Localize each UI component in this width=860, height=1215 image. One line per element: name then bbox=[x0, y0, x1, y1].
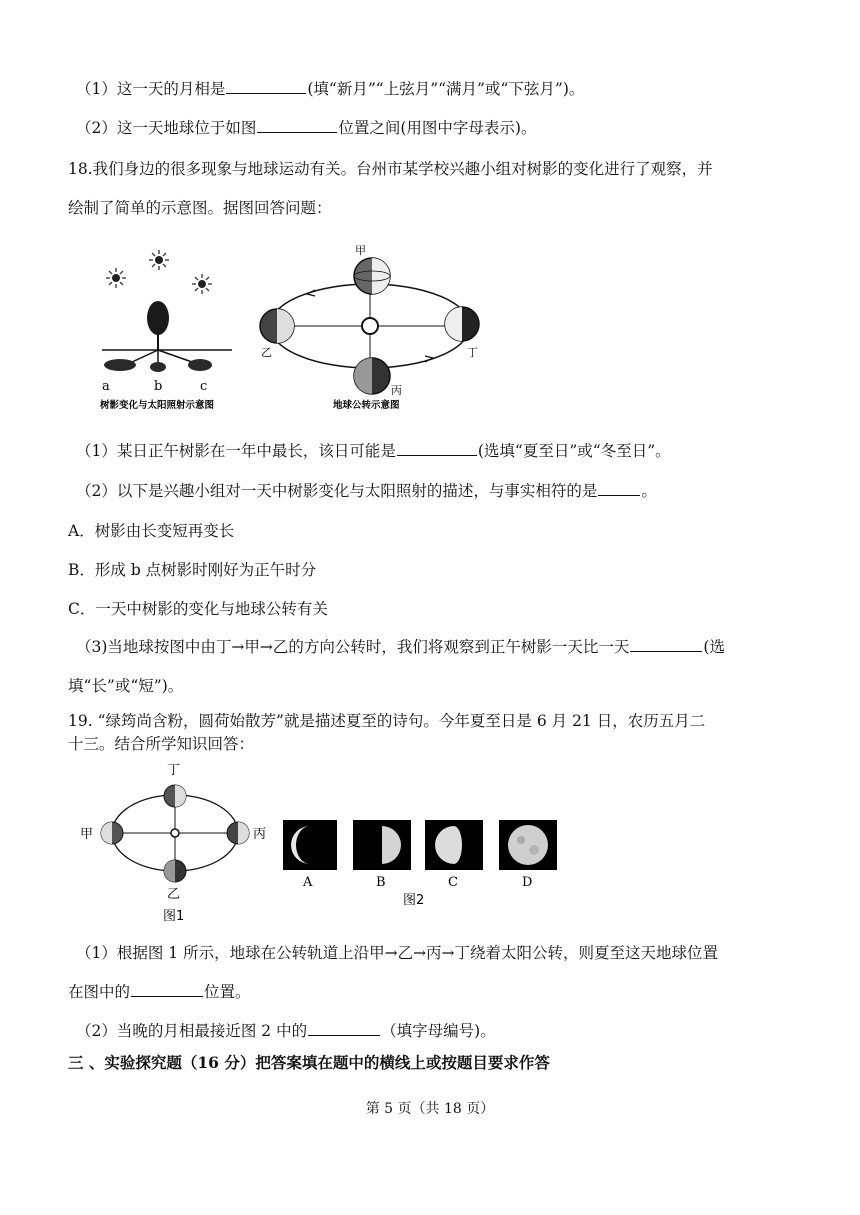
q17-part1 bbox=[76, 78, 584, 100]
sun-icon-left bbox=[106, 268, 126, 288]
q17-part2-text-b: 位置之间(用图中字母表示)。 bbox=[338, 119, 537, 137]
earth-jia bbox=[354, 258, 390, 294]
sun-icon-middle bbox=[149, 250, 169, 270]
q18-option-c: C．一天中树影的变化与地球公转有关 bbox=[68, 600, 328, 618]
moon-phase-c bbox=[425, 820, 483, 870]
q19-part1-text-c: 位置。 bbox=[204, 983, 251, 1001]
q17-part1-text-b: (填“新月”“上弦月”“满月”或“下弦月”)。 bbox=[307, 80, 585, 98]
q18-part2-text-a: （2）以下是兴趣小组对一天中树影变化与太阳照射的描述，与事实相符的是 bbox=[76, 482, 598, 500]
shadow-label-c: c bbox=[200, 379, 208, 394]
tree-figure-caption: 树影变化与太阳照射示意图 bbox=[100, 400, 215, 411]
moon-figure-caption: 图2 bbox=[403, 893, 425, 908]
q18-part3-continued: 填“长”或“短”)。 bbox=[68, 677, 184, 695]
moon-label-c: C bbox=[448, 875, 458, 890]
q19-part2-text-b: （填字母编号)。 bbox=[381, 1022, 496, 1040]
q18-part1-blank[interactable] bbox=[397, 440, 477, 456]
orbit-label-yi: 乙 bbox=[167, 887, 181, 902]
q17-part2 bbox=[76, 117, 536, 139]
shadow-a bbox=[104, 359, 136, 371]
q19-orbit-figure bbox=[78, 758, 273, 928]
q19-moon-phases-figure bbox=[283, 818, 568, 913]
q18-stem-line1: 18.我们身边的很多现象与地球运动有关。台州市某学校兴趣小组对树影的变化进行了观察，并 bbox=[68, 160, 713, 178]
rev-label-yi: 乙 bbox=[261, 346, 272, 359]
revolution-figure-caption: 地球公转示意图 bbox=[333, 400, 400, 411]
sun-icon-right bbox=[192, 274, 212, 294]
moon-phase-a bbox=[283, 820, 337, 870]
section-3-heading: 三 、实验探究题（16 分）把答案填在题中的横线上或按题目要求作答 bbox=[68, 1053, 550, 1072]
q19-part1-text-b: 在图中的 bbox=[68, 983, 131, 1001]
earth-jia bbox=[101, 822, 123, 844]
q18-part3-text-a: （3)当地球按图中由丁→甲→乙的方向公转时，我们将观察到正午树影一天比一天 bbox=[76, 638, 630, 656]
moon-label-a: A bbox=[303, 875, 313, 890]
q18-revolution-figure bbox=[255, 238, 495, 413]
q19-stem-line2: 十三。结合所学知识回答： bbox=[68, 735, 255, 753]
earth-bing bbox=[227, 822, 249, 844]
rev-label-ding: 丁 bbox=[467, 346, 478, 359]
rev-label-bing: 丙 bbox=[391, 384, 402, 397]
tree-crown bbox=[147, 301, 169, 335]
q18-part3-text-b: (选 bbox=[703, 638, 725, 656]
q18-part2 bbox=[76, 480, 657, 502]
moon-phase-b bbox=[353, 820, 411, 870]
earth-yi bbox=[164, 860, 186, 882]
q19-part1: （1）根据图 1 所示，地球在公转轨道上沿甲→乙→丙→丁绕着太阳公转，则夏至这天地球位置 bbox=[76, 944, 719, 962]
q17-part2-blank[interactable] bbox=[257, 117, 337, 133]
earth-ding bbox=[164, 785, 186, 807]
q19-part1-blank[interactable] bbox=[131, 981, 203, 997]
earth-yi bbox=[260, 309, 294, 343]
q18-part2-text-b: 。 bbox=[641, 482, 657, 500]
q18-part1-text-a: （1）某日正午树影在一年中最长，该日可能是 bbox=[76, 442, 396, 460]
shadow-label-a: a bbox=[102, 379, 110, 394]
q18-option-a: A．树影由长变短再变长 bbox=[68, 522, 235, 540]
q18-tree-shadow-figure bbox=[92, 240, 242, 415]
q18-part2-blank[interactable] bbox=[598, 480, 640, 496]
q19-part2-blank[interactable] bbox=[308, 1020, 380, 1036]
orbit-label-bing: 丙 bbox=[253, 827, 267, 842]
q17-part2-text-a: （2）这一天地球位于如图 bbox=[76, 119, 257, 137]
shadow-b bbox=[150, 362, 166, 372]
q19-part2 bbox=[76, 1020, 496, 1042]
earth-bing bbox=[354, 358, 390, 394]
moon-label-d: D bbox=[522, 875, 533, 890]
orbit-label-ding: 丁 bbox=[167, 763, 181, 778]
orbit-label-jia: 甲 bbox=[80, 827, 94, 842]
shadow-label-b: b bbox=[154, 379, 163, 394]
q18-stem-line2: 绘制了简单的示意图。据图回答问题： bbox=[68, 199, 332, 217]
q18-part3 bbox=[76, 636, 725, 658]
q17-part1-text-a: （1）这一天的月相是 bbox=[76, 80, 226, 98]
sun-center bbox=[362, 318, 378, 334]
sun-center bbox=[171, 829, 179, 837]
q19-part1-continued bbox=[68, 981, 251, 1003]
moon-label-b: B bbox=[376, 875, 386, 890]
moon-phase-d bbox=[499, 820, 557, 870]
shadow-c bbox=[188, 359, 212, 371]
q18-part3-blank[interactable] bbox=[630, 636, 702, 652]
q17-part1-blank[interactable] bbox=[226, 78, 306, 94]
q19-part2-text-a: （2）当晚的月相最接近图 2 中的 bbox=[76, 1022, 308, 1040]
earth-ding bbox=[445, 307, 479, 341]
q18-part1 bbox=[76, 440, 671, 462]
rev-label-jia: 甲 bbox=[355, 244, 366, 257]
q18-part1-text-b: (选填“夏至日”或“冬至日”。 bbox=[477, 442, 671, 460]
orbit-figure-caption: 图1 bbox=[163, 909, 185, 924]
page-footer: 第 5 页（共 18 页） bbox=[365, 1101, 495, 1117]
q18-option-b: B．形成 b 点树影时刚好为正午时分 bbox=[68, 561, 317, 579]
q19-stem-line1: 19. “绿筠尚含粉，圆荷始散芳”就是描述夏至的诗句。今年夏至日是 6 月 21 日，农历五月二 bbox=[68, 712, 706, 730]
